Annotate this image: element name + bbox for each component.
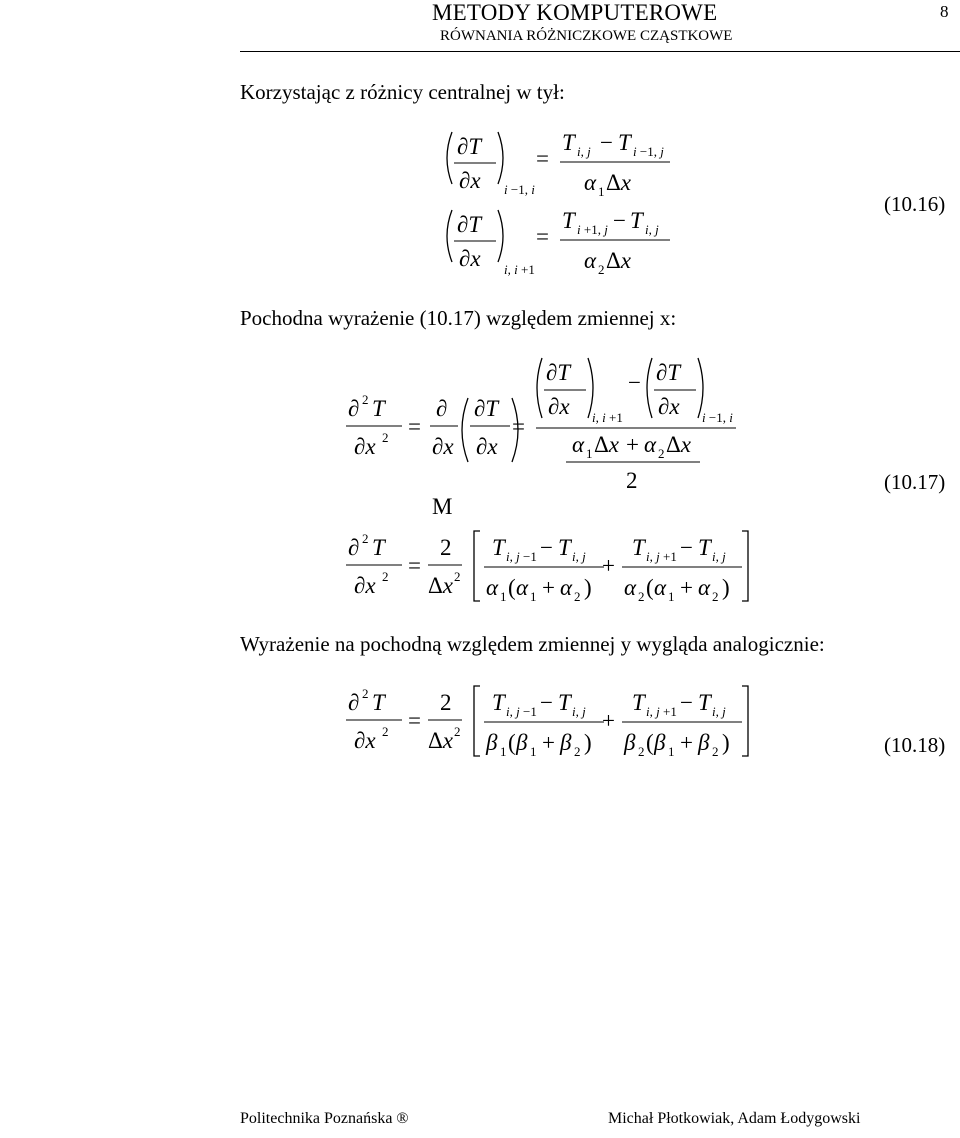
svg-text:2: 2: [454, 569, 461, 584]
svg-text:2: 2: [382, 724, 389, 739]
svg-text:α: α: [560, 575, 573, 600]
svg-text:β: β: [654, 730, 666, 755]
svg-text:∂: ∂: [348, 396, 360, 421]
svg-text:T: T: [492, 535, 505, 560]
svg-text:2: 2: [382, 430, 389, 445]
svg-text:+: +: [680, 575, 693, 600]
svg-text:=: =: [408, 708, 421, 733]
svg-text:i −1, i: i −1, i: [702, 410, 733, 425]
equation-10-17-formula-top: [340, 350, 750, 500]
svg-text:2: 2: [382, 569, 389, 584]
svg-text:∂: ∂: [348, 690, 360, 715]
svg-text:T: T: [372, 535, 385, 560]
svg-text:∂T: ∂T: [656, 360, 681, 385]
paragraph-backward-difference: Korzystając z różnicy centralnej w tył:: [240, 80, 565, 104]
svg-text:+: +: [542, 730, 555, 755]
svg-text:(: (: [508, 575, 516, 600]
svg-text:(: (: [646, 730, 654, 755]
svg-text:Δx: Δx: [594, 432, 620, 457]
svg-text:∂T: ∂T: [546, 360, 571, 385]
svg-text:−: −: [628, 370, 641, 395]
svg-text:2: 2: [440, 690, 452, 715]
svg-text:−: −: [680, 690, 693, 715]
svg-text:∂T: ∂T: [474, 396, 499, 421]
page-number: 8: [940, 2, 949, 21]
svg-text:α: α: [572, 432, 585, 457]
svg-text:∂x: ∂x: [459, 168, 481, 193]
svg-text:∂x: ∂x: [476, 434, 498, 459]
svg-text:∂x: ∂x: [354, 573, 376, 598]
header-rule: [240, 51, 960, 52]
svg-text:α: α: [698, 575, 711, 600]
svg-text:∂x: ∂x: [548, 394, 570, 419]
footer-right: Michał Płotkowiak, Adam Łodygowski: [608, 1110, 861, 1127]
svg-text:∂x: ∂x: [459, 246, 481, 271]
svg-text:α: α: [584, 248, 597, 273]
svg-text:β: β: [698, 730, 710, 755]
svg-text:1: 1: [668, 589, 675, 604]
svg-text:−: −: [613, 208, 626, 233]
svg-text:β: β: [624, 730, 636, 755]
svg-text:∂T: ∂T: [457, 212, 482, 237]
header-title: METODY KOMPUTEROWE: [432, 0, 718, 25]
svg-text:2: 2: [454, 724, 461, 739]
svg-text:i, i +1: i, i +1: [504, 262, 535, 277]
svg-text:2: 2: [362, 392, 369, 407]
svg-text:i, j +1: i, j +1: [646, 704, 677, 719]
svg-text:2: 2: [598, 262, 605, 277]
equation-10-17-formula-bottom: [340, 525, 770, 610]
svg-text:T: T: [562, 130, 575, 155]
svg-text:2: 2: [712, 589, 719, 604]
svg-text:(: (: [508, 730, 516, 755]
svg-text:T: T: [558, 535, 571, 560]
svg-text:α: α: [486, 575, 499, 600]
svg-text:i, j: i, j: [645, 222, 659, 237]
vertical-ellipsis: M: [432, 494, 453, 519]
svg-text:2: 2: [638, 744, 645, 759]
svg-text:∂T: ∂T: [457, 134, 482, 159]
svg-text:i, j −1: i, j −1: [506, 549, 537, 564]
svg-text:2: 2: [658, 446, 665, 461]
paragraph-derivative-x: Pochodna wyrażenie (10.17) względem zmiennej x:: [240, 306, 677, 330]
svg-text:T: T: [698, 535, 711, 560]
svg-text:T: T: [492, 690, 505, 715]
svg-text:i, i +1: i, i +1: [592, 410, 623, 425]
svg-text:T: T: [698, 690, 711, 715]
svg-text:2: 2: [638, 589, 645, 604]
svg-text:−: −: [680, 535, 693, 560]
equation-number-10-18: (10.18): [884, 733, 946, 757]
svg-text:β: β: [486, 730, 498, 755]
svg-text:1: 1: [586, 446, 593, 461]
svg-text:i, j −1: i, j −1: [506, 704, 537, 719]
svg-text:): ): [722, 575, 730, 600]
svg-text:+: +: [602, 708, 615, 733]
header-subtitle: RÓWNANIA RÓŻNICZKOWE CZĄSTKOWE: [440, 28, 733, 44]
svg-text:=: =: [408, 553, 421, 578]
paragraph-derivative-y: Wyrażenie na pochodną względem zmiennej y wygląda analogicznie:: [240, 632, 825, 656]
svg-text:i +1, j: i +1, j: [577, 222, 608, 237]
svg-text:∂x: ∂x: [658, 394, 680, 419]
svg-text:=: =: [536, 224, 549, 249]
svg-text:): ): [722, 730, 730, 755]
svg-text:+: +: [602, 553, 615, 578]
svg-text:α: α: [584, 170, 597, 195]
svg-text:β: β: [516, 730, 528, 755]
svg-text:T: T: [372, 396, 385, 421]
svg-text:i, j: i, j: [572, 704, 586, 719]
svg-text:1: 1: [668, 744, 675, 759]
svg-text:α: α: [624, 575, 637, 600]
svg-text:−: −: [540, 535, 553, 560]
svg-text:2: 2: [574, 589, 581, 604]
svg-text:i −1, i: i −1, i: [504, 182, 535, 197]
svg-text:∂x: ∂x: [354, 434, 376, 459]
svg-text:=: =: [536, 146, 549, 171]
svg-text:Δx: Δx: [666, 432, 692, 457]
svg-text:∂x: ∂x: [432, 434, 454, 459]
equation-10-16-formula: [440, 120, 700, 280]
svg-text:T: T: [632, 535, 645, 560]
svg-text:2: 2: [362, 531, 369, 546]
svg-text:T: T: [618, 130, 631, 155]
svg-text:2: 2: [440, 535, 452, 560]
footer-left: Politechnika Poznańska ®: [240, 1110, 409, 1127]
svg-text:−: −: [600, 130, 613, 155]
svg-text:∂: ∂: [436, 396, 448, 421]
svg-text:): ): [584, 730, 592, 755]
svg-text:i, j: i, j: [577, 144, 591, 159]
svg-text:i −1, j: i −1, j: [633, 144, 664, 159]
svg-text:=: =: [512, 414, 525, 439]
svg-text:Δx: Δx: [606, 248, 632, 273]
svg-text:i, j: i, j: [712, 704, 726, 719]
svg-text:+: +: [542, 575, 555, 600]
svg-text:1: 1: [598, 184, 605, 199]
svg-text:T: T: [630, 208, 643, 233]
svg-text:1: 1: [500, 744, 507, 759]
svg-text:−: −: [540, 690, 553, 715]
svg-text:i, j: i, j: [572, 549, 586, 564]
svg-text:+: +: [626, 432, 639, 457]
svg-text:1: 1: [500, 589, 507, 604]
svg-text:T: T: [562, 208, 575, 233]
svg-text:β: β: [560, 730, 572, 755]
svg-text:i, j +1: i, j +1: [646, 549, 677, 564]
svg-text:=: =: [408, 414, 421, 439]
svg-text:2: 2: [362, 686, 369, 701]
svg-text:(: (: [646, 575, 654, 600]
svg-text:α: α: [516, 575, 529, 600]
svg-text:1: 1: [530, 744, 537, 759]
equation-number-10-17: (10.17): [884, 470, 946, 494]
svg-text:T: T: [372, 690, 385, 715]
svg-text:T: T: [558, 690, 571, 715]
svg-text:1: 1: [530, 589, 537, 604]
svg-text:α: α: [654, 575, 667, 600]
equation-number-10-16: (10.16): [884, 192, 946, 216]
svg-text:2: 2: [712, 744, 719, 759]
svg-text:T: T: [632, 690, 645, 715]
svg-text:): ): [584, 575, 592, 600]
svg-text:∂: ∂: [348, 535, 360, 560]
equation-10-18-formula: [340, 680, 770, 770]
svg-text:+: +: [680, 730, 693, 755]
svg-text:i, j: i, j: [712, 549, 726, 564]
svg-text:2: 2: [626, 468, 638, 493]
svg-text:Δx: Δx: [428, 728, 454, 753]
svg-text:Δx: Δx: [606, 170, 632, 195]
svg-text:∂x: ∂x: [354, 728, 376, 753]
svg-text:α: α: [644, 432, 657, 457]
svg-text:Δx: Δx: [428, 573, 454, 598]
svg-text:2: 2: [574, 744, 581, 759]
